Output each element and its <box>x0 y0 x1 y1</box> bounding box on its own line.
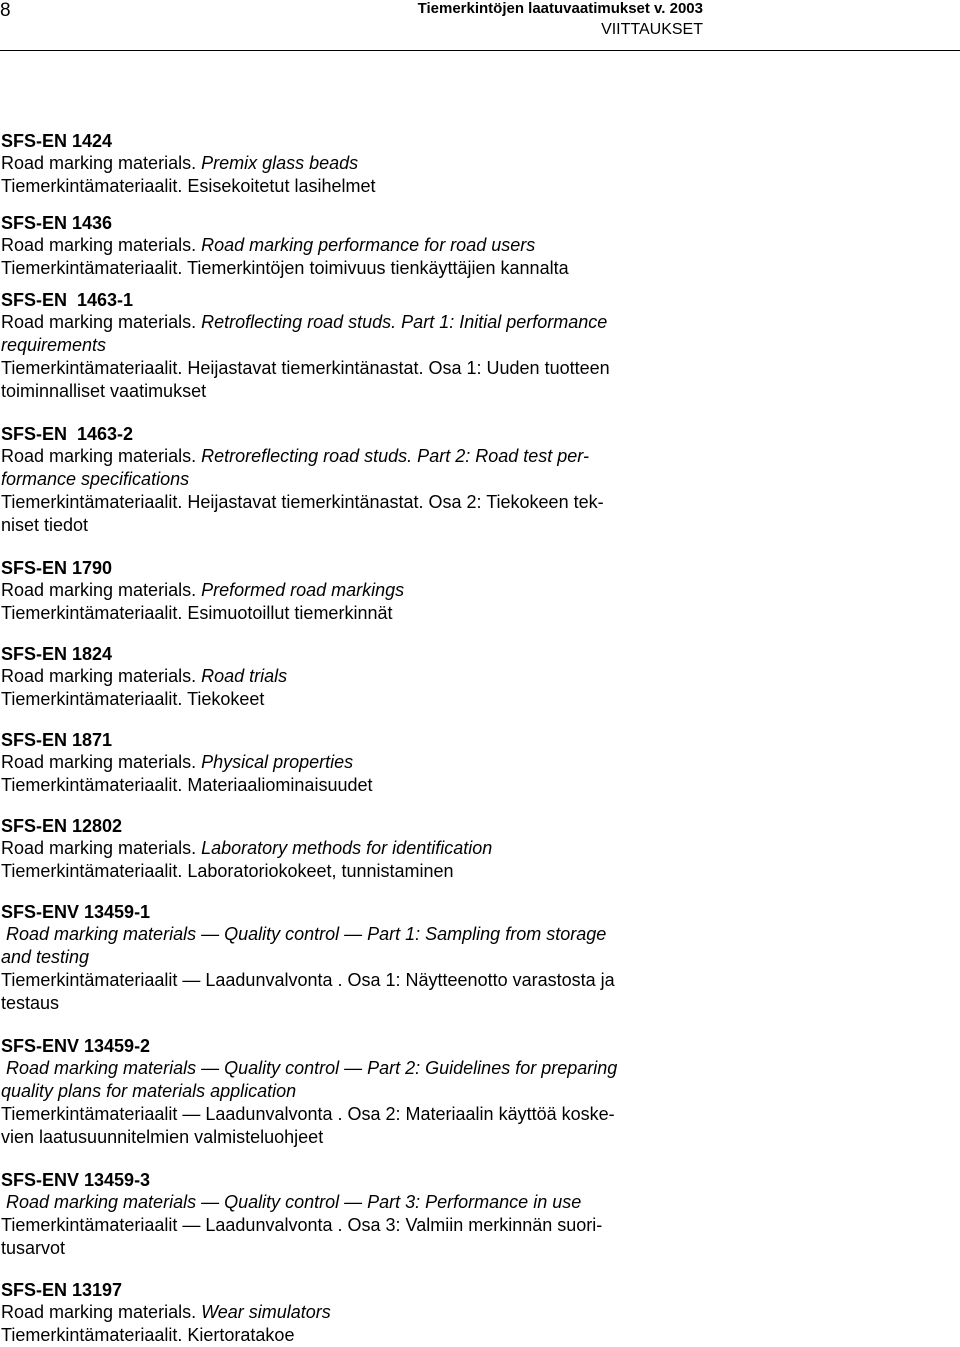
english-title-lead: Road marking materials. <box>1 153 202 173</box>
header-divider <box>0 50 960 51</box>
english-title <box>1 1057 706 1103</box>
standard-code: SFS-EN 1424 <box>1 131 113 151</box>
english-title-text: Laboratory methods for identification <box>201 838 493 858</box>
english-title-text: Road marking materials — Quality control — Part 3: Performance in use <box>1 1192 582 1212</box>
english-title-text: and testing <box>1 947 90 967</box>
english-title-line <box>1 334 706 357</box>
standard-code: SFS-EN 1824 <box>1 644 113 664</box>
english-title-line <box>1 923 706 946</box>
english-title-line <box>1 1057 706 1080</box>
english-title <box>1 579 706 602</box>
finnish-title-line: Tiemerkintämateriaalit. Esimuotoillut tiemerkinnät <box>1 603 393 623</box>
finnish-title-line: niset tiedot <box>1 515 89 535</box>
standard-code: SFS-EN 1436 <box>1 213 113 233</box>
english-title-line <box>1 445 706 468</box>
finnish-title-line: toiminnalliset vaatimukset <box>1 381 207 401</box>
finnish-title-line: Tiemerkintämateriaalit. Laboratoriokokeet, tunnistaminen <box>1 861 454 881</box>
english-title-lead: Road marking materials. <box>1 235 202 255</box>
english-title-line <box>1 152 706 175</box>
finnish-title-line: vien laatusuunnitelmien valmisteluohjeet <box>1 1127 324 1147</box>
english-title <box>1 311 706 357</box>
reference-entry <box>1 643 706 711</box>
english-title <box>1 665 706 688</box>
finnish-title <box>1 1214 706 1260</box>
finnish-title-line: Tiemerkintämateriaalit. Esisekoitetut lasihelmet <box>1 176 376 196</box>
english-title-text: requirements <box>1 335 107 355</box>
standard-code: SFS-EN 1463-1 <box>1 290 134 310</box>
english-title-text: Retroreflecting road studs. Part 2: Road test per- <box>201 446 589 466</box>
english-title <box>1 152 706 175</box>
reference-entry <box>1 289 706 403</box>
english-title-line <box>1 1080 706 1103</box>
english-title-text: Premix glass beads <box>201 153 359 173</box>
english-title-line <box>1 751 706 774</box>
reference-entry <box>1 1169 706 1260</box>
english-title-lead: Road marking materials. <box>1 312 202 332</box>
english-title-text: Road marking materials — Quality control — Part 1: Sampling from storage <box>1 924 607 944</box>
english-title-line <box>1 579 706 602</box>
english-title-text: quality plans for materials application <box>1 1081 297 1101</box>
standard-code: SFS-EN 1790 <box>1 558 113 578</box>
finnish-title <box>1 1103 706 1149</box>
finnish-title <box>1 257 706 280</box>
reference-entry <box>1 130 706 198</box>
english-title-text: Road marking materials — Quality control — Part 2: Guidelines for preparing <box>1 1058 618 1078</box>
english-title <box>1 1191 706 1214</box>
english-title-line <box>1 1301 706 1324</box>
finnish-title <box>1 969 706 1015</box>
standard-code: SFS-ENV 13459-3 <box>1 1170 151 1190</box>
english-title-text: Retroflecting road studs. Part 1: Initial performance <box>201 312 608 332</box>
standard-code: SFS-ENV 13459-2 <box>1 1036 151 1056</box>
finnish-title <box>1 688 706 711</box>
english-title <box>1 445 706 491</box>
finnish-title <box>1 774 706 797</box>
standard-code: SFS-EN 1463-2 <box>1 424 134 444</box>
finnish-title <box>1 602 706 625</box>
finnish-title-line: Tiemerkintämateriaalit — Laadunvalvonta . Osa 2: Materiaalin käyttöä koske- <box>1 1104 615 1124</box>
finnish-title-line: Tiemerkintämateriaalit. Heijastavat tiemerkintänastat. Osa 1: Uuden tuotteen <box>1 358 610 378</box>
finnish-title-line: Tiemerkintämateriaalit — Laadunvalvonta . Osa 1: Näytteenotto varastosta ja <box>1 970 615 990</box>
english-title-line <box>1 665 706 688</box>
english-title-text: Road trials <box>201 666 288 686</box>
finnish-title-line: Tiemerkintämateriaalit — Laadunvalvonta . Osa 3: Valmiin merkinnän suori- <box>1 1215 603 1235</box>
finnish-title-line: Tiemerkintämateriaalit. Kiertoratakoe <box>1 1325 295 1345</box>
english-title-line <box>1 234 706 257</box>
english-title-text: formance specifications <box>1 469 190 489</box>
english-title <box>1 234 706 257</box>
standard-code: SFS-ENV 13459-1 <box>1 902 151 922</box>
english-title-text: Road marking performance for road users <box>201 235 536 255</box>
finnish-title-line: Tiemerkintämateriaalit. Tiemerkintöjen toimivuus tienkäyttäjien kannalta <box>1 258 569 278</box>
standard-code: SFS-EN 12802 <box>1 816 123 836</box>
reference-entry <box>1 729 706 797</box>
english-title-lead: Road marking materials. <box>1 666 202 686</box>
finnish-title <box>1 175 706 198</box>
english-title-line <box>1 311 706 334</box>
english-title-text: Preformed road markings <box>201 580 405 600</box>
finnish-title-line: Tiemerkintämateriaalit. Materiaaliominaisuudet <box>1 775 373 795</box>
english-title <box>1 837 706 860</box>
reference-entry <box>1 901 706 1015</box>
finnish-title <box>1 860 706 883</box>
finnish-title <box>1 491 706 537</box>
finnish-title <box>1 357 706 403</box>
finnish-title-line: Tiemerkintämateriaalit. Tiekokeet <box>1 689 265 709</box>
standard-code: SFS-EN 13197 <box>1 1280 123 1300</box>
english-title <box>1 1301 706 1324</box>
standard-code: SFS-EN 1871 <box>1 730 113 750</box>
english-title-text: Wear simulators <box>201 1302 331 1322</box>
english-title-line <box>1 946 706 969</box>
running-header-title: Tiemerkintöjen laatuvaatimukset v. 2003 <box>417 0 703 17</box>
reference-entry <box>1 1279 706 1347</box>
reference-entry <box>1 1035 706 1149</box>
english-title <box>1 923 706 969</box>
page-number: 8 <box>0 0 11 21</box>
english-title <box>1 751 706 774</box>
reference-entry <box>1 212 706 280</box>
finnish-title <box>1 1324 706 1347</box>
reference-entry <box>1 815 706 883</box>
english-title-lead: Road marking materials. <box>1 752 202 772</box>
english-title-lead: Road marking materials. <box>1 446 202 466</box>
english-title-line <box>1 468 706 491</box>
english-title-line <box>1 837 706 860</box>
finnish-title-line: Tiemerkintämateriaalit. Heijastavat tiemerkintänastat. Osa 2: Tiekokeen tek- <box>1 492 604 512</box>
reference-entry <box>1 557 706 625</box>
running-header-section: VIITTAUKSET <box>601 21 703 38</box>
english-title-line <box>1 1191 706 1214</box>
finnish-title-line: testaus <box>1 993 60 1013</box>
english-title-lead: Road marking materials. <box>1 1302 202 1322</box>
english-title-lead: Road marking materials. <box>1 580 202 600</box>
finnish-title-line: tusarvot <box>1 1238 66 1258</box>
reference-entry <box>1 423 706 537</box>
english-title-lead: Road marking materials. <box>1 838 202 858</box>
english-title-text: Physical properties <box>201 752 354 772</box>
